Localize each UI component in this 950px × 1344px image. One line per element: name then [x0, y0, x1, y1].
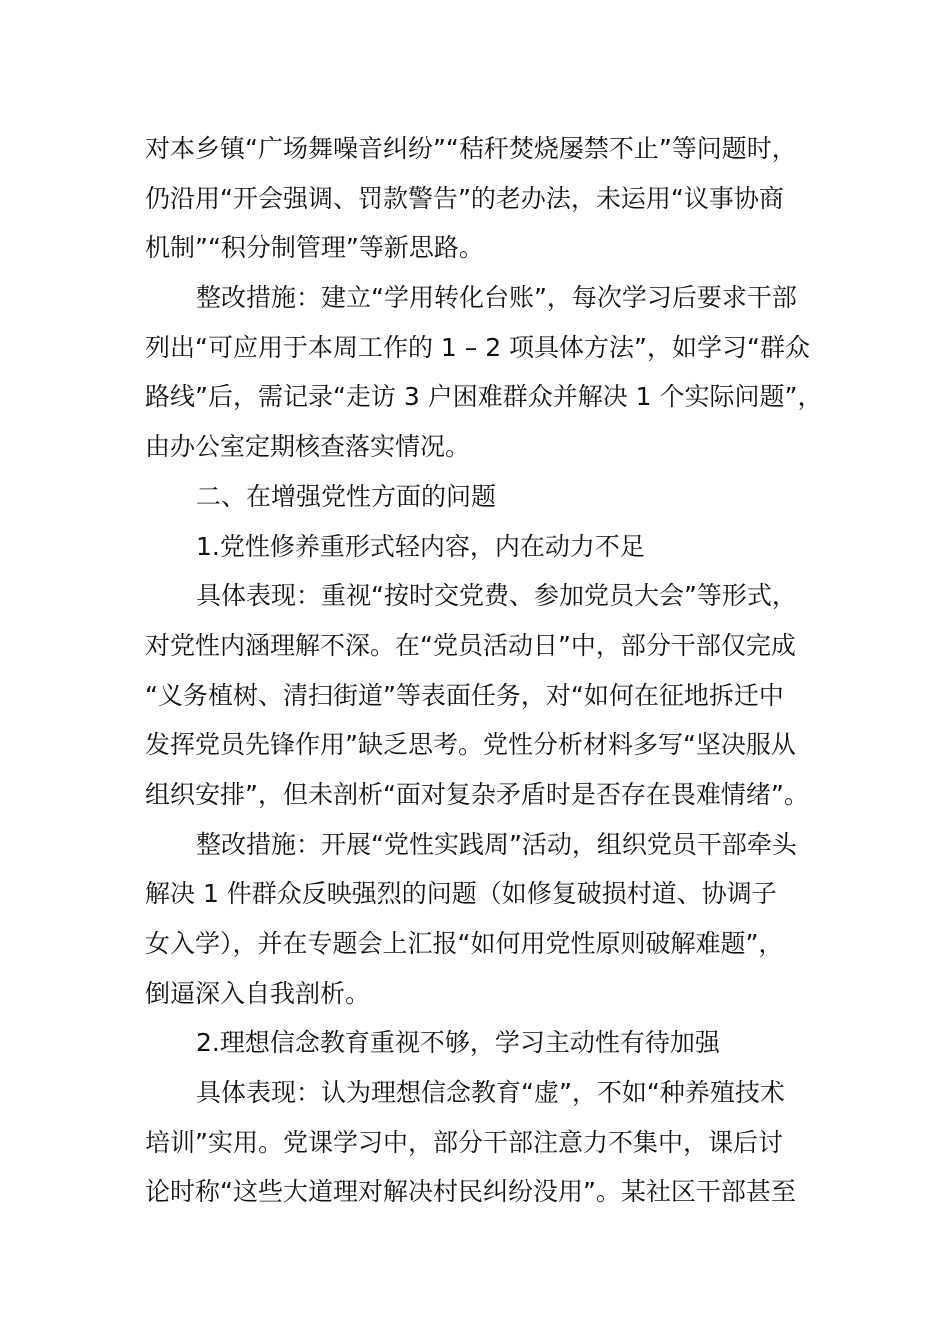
text-line: 列出“可应用于本周工作的 1 – 2 项具体方法”，如学习“群众 — [145, 332, 810, 362]
text-line: 培训”实用。党课学习中，部分干部注意力不集中，课后讨 — [145, 1127, 783, 1157]
text-line: 仍沿用“开会强调、罚款警告”的老办法，未运用“议事协商 — [145, 183, 784, 213]
text-line: 对党性内涵理解不深。在“党员活动日”中，部分干部仅完成 — [145, 630, 796, 660]
subsection-heading: 2.理想信念教育重视不够，学习主动性有待加强 — [196, 1028, 720, 1058]
paragraph-start-line: 具体表现：认为理想信念教育“虚”，不如“种养殖技术 — [196, 1078, 785, 1108]
text-line: 发挥党员先锋作用”缺乏思考。党性分析材料多写“坚决服从 — [145, 730, 796, 760]
text-line: 由办公室定期核查落实情况。 — [145, 432, 471, 462]
text-line: 倒逼深入自我剖析。 — [145, 978, 371, 1008]
text-line: 组织安排”，但未剖析“面对复杂矛盾时是否存在畏难情绪”。 — [145, 779, 809, 809]
document-body — [145, 124, 825, 1217]
subsection-heading: 1.党性修养重形式轻内容，内在动力不足 — [196, 531, 645, 561]
paragraph-start-line: 整改措施：开展“党性实践周”活动，组织党员干部牵头 — [196, 829, 797, 859]
text-line: 论时称“这些大道理对解决村民纠纷没用”。某社区干部甚至 — [145, 1177, 796, 1207]
paragraph-start-line: 整改措施：建立“学用转化台账”，每次学习后要求干部 — [196, 283, 797, 313]
paragraph-start-line: 具体表现：重视“按时交党费、参加党员大会”等形式， — [196, 581, 797, 611]
text-line: 女入学），并在专题会上汇报“如何用党性原则破解难题”， — [145, 929, 784, 958]
text-line: “义务植树、清扫街道”等表面任务，对“如何在征地拆迁中 — [145, 680, 784, 710]
text-line: 对本乡镇“广场舞噪音纠纷”“秸秆焚烧屡禁不止”等问题时， — [145, 134, 797, 163]
text-line: 解决 1 件群众反映强烈的问题（如修复破损村道、协调子 — [145, 879, 777, 909]
section-heading: 二、在增强党性方面的问题 — [196, 481, 497, 511]
text-line: 路线”后，需记录“走访 3 户困难群众并解决 1 个实际问题”， — [145, 382, 823, 412]
text-line: 机制”“积分制管理”等新思路。 — [145, 233, 484, 263]
